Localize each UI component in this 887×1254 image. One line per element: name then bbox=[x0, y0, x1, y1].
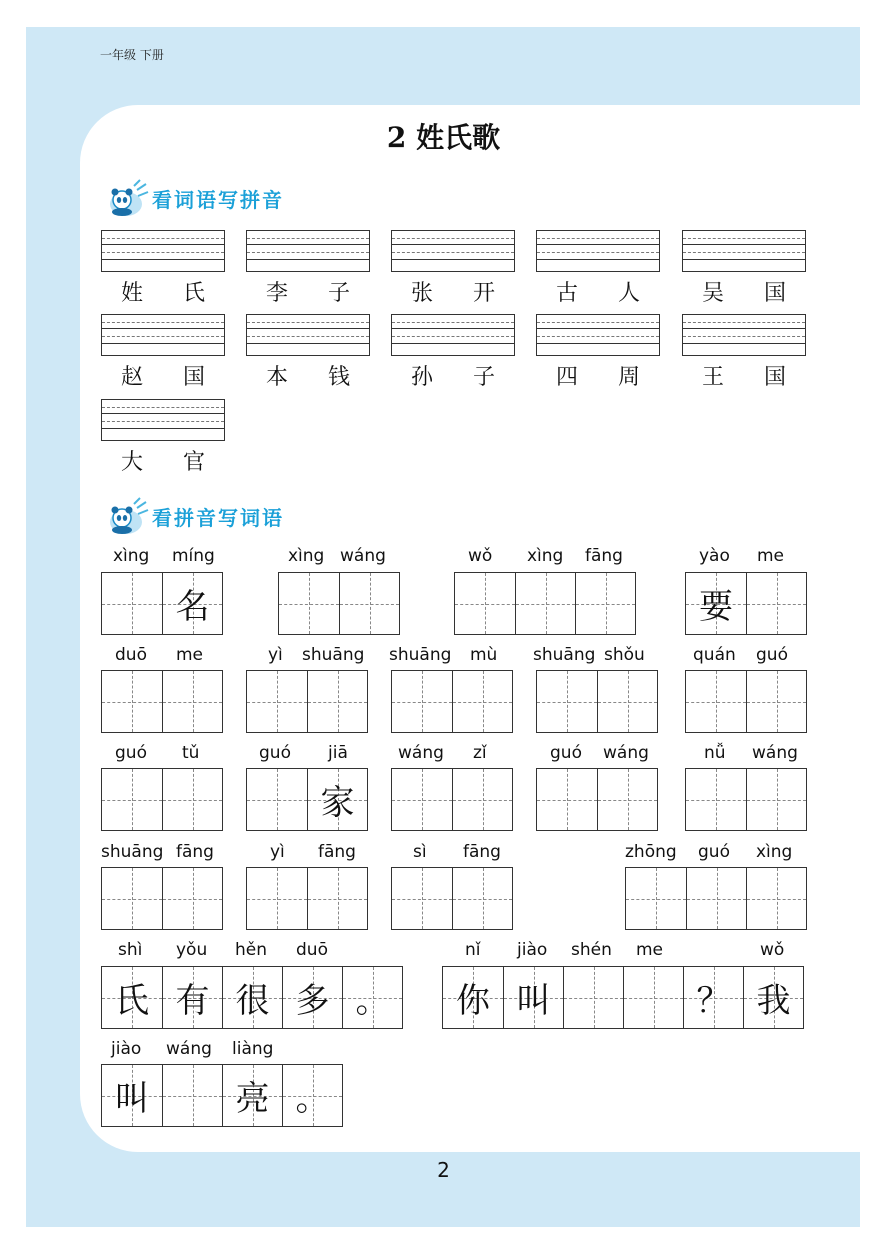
sentence-grid bbox=[101, 1064, 343, 1127]
pinyin-label: shuāng bbox=[533, 645, 596, 665]
pinyin-label: shuāng bbox=[389, 645, 452, 665]
pinyin-label: xìng bbox=[527, 546, 564, 566]
sentence-grid bbox=[101, 966, 403, 1029]
pinyin-label: guó bbox=[756, 645, 788, 665]
pinyin-box[interactable] bbox=[246, 230, 370, 272]
word-item: 孙 子 bbox=[410, 365, 495, 390]
grid-cell[interactable] bbox=[686, 868, 746, 929]
pinyin-label: fāng bbox=[318, 842, 356, 862]
grid-cell[interactable] bbox=[537, 671, 597, 732]
pinyin-label: shì bbox=[118, 940, 143, 960]
pinyin-label: tǔ bbox=[182, 743, 200, 763]
grid-cell[interactable] bbox=[162, 1065, 222, 1126]
pinyin-box[interactable] bbox=[682, 230, 806, 272]
grid-cell[interactable]: 氏 bbox=[102, 967, 162, 1028]
grid-cell[interactable] bbox=[247, 671, 307, 732]
pinyin-label: wǒ bbox=[468, 546, 493, 566]
grid-cell[interactable]: ？ bbox=[683, 967, 743, 1028]
grid-cell[interactable] bbox=[279, 573, 339, 634]
section-heading-write-pinyin bbox=[104, 178, 284, 218]
character-grid bbox=[625, 867, 807, 930]
grid-cell[interactable] bbox=[452, 769, 512, 830]
character-grid bbox=[278, 572, 400, 635]
grid-cell[interactable] bbox=[102, 868, 162, 929]
grid-cell[interactable]: 我 bbox=[743, 967, 803, 1028]
grid-cell[interactable] bbox=[102, 573, 162, 634]
character-grid bbox=[391, 867, 513, 930]
pinyin-box[interactable] bbox=[391, 230, 515, 272]
pinyin-label: me bbox=[636, 940, 664, 960]
word-item: 四 周 bbox=[555, 365, 640, 390]
grid-cell[interactable] bbox=[626, 868, 686, 929]
word-item: 李 子 bbox=[265, 281, 350, 306]
pinyin-label: nǐ bbox=[465, 940, 481, 960]
pinyin-label: xìng bbox=[288, 546, 325, 566]
character-grid bbox=[246, 867, 368, 930]
page-number: 2 bbox=[437, 1158, 450, 1182]
pinyin-label: me bbox=[757, 546, 785, 566]
pinyin-label: guó bbox=[698, 842, 730, 862]
grid-cell[interactable] bbox=[623, 967, 683, 1028]
pinyin-label: duō bbox=[115, 645, 147, 665]
grid-cell[interactable] bbox=[102, 769, 162, 830]
grid-cell[interactable]: 叫 bbox=[503, 967, 563, 1028]
grid-cell[interactable] bbox=[597, 671, 657, 732]
pinyin-label: guó bbox=[550, 743, 582, 763]
grid-cell[interactable] bbox=[537, 769, 597, 830]
panda-icon bbox=[104, 496, 150, 536]
pinyin-label: duō bbox=[296, 940, 328, 960]
word-item: 古 人 bbox=[555, 281, 640, 306]
grid-cell[interactable] bbox=[746, 671, 806, 732]
pinyin-label: zǐ bbox=[473, 743, 487, 763]
grid-cell[interactable]: 多 bbox=[282, 967, 342, 1028]
word-item: 本 钱 bbox=[265, 365, 350, 390]
character-grid bbox=[246, 768, 368, 831]
grid-cell[interactable] bbox=[575, 573, 635, 634]
character-grid bbox=[101, 768, 223, 831]
grid-cell[interactable] bbox=[247, 769, 307, 830]
grid-cell[interactable] bbox=[102, 671, 162, 732]
grid-cell[interactable]: 要 bbox=[686, 573, 746, 634]
grid-cell[interactable] bbox=[452, 671, 512, 732]
pinyin-box[interactable] bbox=[536, 314, 660, 356]
pinyin-label: wáng bbox=[752, 743, 798, 763]
grade-header: 一年级 下册 bbox=[100, 48, 164, 62]
character-grid bbox=[685, 572, 807, 635]
grid-cell[interactable] bbox=[162, 769, 222, 830]
word-item: 赵 国 bbox=[120, 365, 205, 390]
character-grid bbox=[536, 768, 658, 831]
pinyin-label: zhōng bbox=[625, 842, 677, 862]
pinyin-label: xìng bbox=[756, 842, 793, 862]
character-grid bbox=[685, 670, 807, 733]
pinyin-box[interactable] bbox=[391, 314, 515, 356]
pinyin-label: guó bbox=[259, 743, 291, 763]
pinyin-label: wáng bbox=[603, 743, 649, 763]
section-heading-write-words bbox=[104, 496, 284, 536]
pinyin-label: shuāng bbox=[101, 842, 164, 862]
grid-cell[interactable]: 。 bbox=[342, 967, 402, 1028]
pinyin-label: yì bbox=[270, 842, 285, 862]
section-label: 看词语写拼音 bbox=[152, 187, 284, 212]
grid-cell[interactable] bbox=[597, 769, 657, 830]
word-item: 张 开 bbox=[410, 281, 495, 306]
grid-cell[interactable] bbox=[162, 868, 222, 929]
grid-cell[interactable] bbox=[452, 868, 512, 929]
grid-cell[interactable] bbox=[162, 671, 222, 732]
pinyin-box[interactable] bbox=[536, 230, 660, 272]
pinyin-label: yì bbox=[268, 645, 283, 665]
pinyin-label: mù bbox=[470, 645, 498, 665]
grid-cell[interactable] bbox=[563, 967, 623, 1028]
grid-cell[interactable] bbox=[307, 868, 367, 929]
pinyin-label: shén bbox=[571, 940, 612, 960]
pinyin-box[interactable] bbox=[682, 314, 806, 356]
character-grid bbox=[101, 867, 223, 930]
grid-cell[interactable]: 亮 bbox=[222, 1065, 282, 1126]
pinyin-label: jiā bbox=[328, 743, 348, 763]
grid-cell[interactable]: 。 bbox=[282, 1065, 342, 1126]
pinyin-label: liàng bbox=[232, 1039, 274, 1059]
pinyin-label: hěn bbox=[235, 940, 268, 960]
pinyin-label: nǚ bbox=[704, 743, 726, 763]
character-grid bbox=[101, 572, 223, 635]
word-item: 大 官 bbox=[120, 450, 205, 475]
grid-cell[interactable] bbox=[686, 769, 746, 830]
pinyin-box[interactable] bbox=[101, 230, 225, 272]
panda-icon bbox=[104, 178, 150, 218]
pinyin-label: wáng bbox=[166, 1039, 212, 1059]
pinyin-label: wáng bbox=[340, 546, 386, 566]
pinyin-label: yào bbox=[699, 546, 730, 566]
character-grid bbox=[391, 768, 513, 831]
lesson-title: 2 姓氏歌 bbox=[386, 121, 501, 154]
word-item: 吴 国 bbox=[701, 281, 786, 306]
pinyin-label: wáng bbox=[398, 743, 444, 763]
word-item: 王 国 bbox=[701, 365, 786, 390]
grid-cell[interactable] bbox=[515, 573, 575, 634]
grid-cell[interactable]: 名 bbox=[162, 573, 222, 634]
grid-cell[interactable] bbox=[307, 671, 367, 732]
character-grid bbox=[536, 670, 658, 733]
grid-cell[interactable]: 有 bbox=[162, 967, 222, 1028]
pinyin-label: wǒ bbox=[760, 940, 785, 960]
grid-cell[interactable] bbox=[455, 573, 515, 634]
pinyin-label: míng bbox=[172, 546, 215, 566]
character-grid bbox=[391, 670, 513, 733]
grid-cell[interactable]: 很 bbox=[222, 967, 282, 1028]
pinyin-label: jiào bbox=[517, 940, 548, 960]
character-grid bbox=[685, 768, 807, 831]
sentence-grid bbox=[442, 966, 804, 1029]
grid-cell[interactable]: 家 bbox=[307, 769, 367, 830]
pinyin-label: fāng bbox=[585, 546, 623, 566]
pinyin-label: jiào bbox=[111, 1039, 142, 1059]
grid-cell[interactable]: 叫 bbox=[102, 1065, 162, 1126]
grid-cell[interactable] bbox=[339, 573, 399, 634]
grid-cell[interactable] bbox=[247, 868, 307, 929]
pinyin-label: shǒu bbox=[604, 645, 645, 665]
pinyin-box[interactable] bbox=[246, 314, 370, 356]
grid-cell[interactable] bbox=[392, 868, 452, 929]
character-grid bbox=[101, 670, 223, 733]
grid-cell[interactable] bbox=[392, 671, 452, 732]
character-grid bbox=[246, 670, 368, 733]
pinyin-label: guó bbox=[115, 743, 147, 763]
pinyin-label: sì bbox=[413, 842, 427, 862]
word-item: 姓 氏 bbox=[120, 281, 205, 306]
grid-cell[interactable] bbox=[746, 868, 806, 929]
pinyin-box[interactable] bbox=[101, 399, 225, 441]
pinyin-label: me bbox=[176, 645, 204, 665]
pinyin-box[interactable] bbox=[101, 314, 225, 356]
pinyin-label: quán bbox=[693, 645, 736, 665]
character-grid bbox=[454, 572, 636, 635]
section-label: 看拼音写词语 bbox=[152, 505, 284, 530]
grid-cell[interactable] bbox=[392, 769, 452, 830]
grid-cell[interactable] bbox=[746, 769, 806, 830]
pinyin-label: fāng bbox=[463, 842, 501, 862]
pinyin-label: yǒu bbox=[176, 940, 208, 960]
grid-cell[interactable] bbox=[686, 671, 746, 732]
grid-cell[interactable]: 你 bbox=[443, 967, 503, 1028]
pinyin-label: xìng bbox=[113, 546, 150, 566]
grid-cell[interactable] bbox=[746, 573, 806, 634]
pinyin-label: fāng bbox=[176, 842, 214, 862]
pinyin-label: shuāng bbox=[302, 645, 365, 665]
